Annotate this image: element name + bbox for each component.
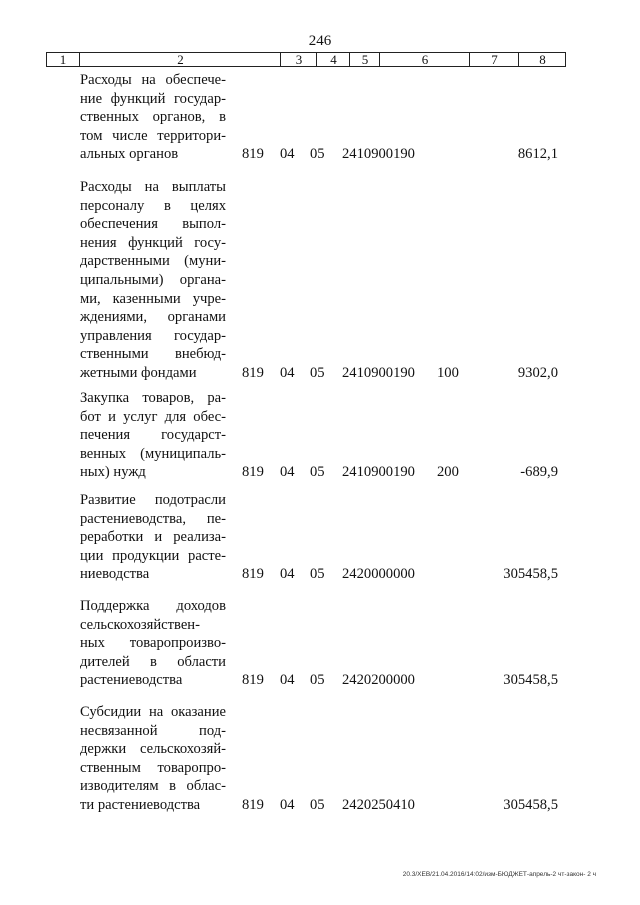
cell-col-5: 05: [310, 797, 325, 813]
cell-col-6: 2420000000: [342, 566, 415, 583]
cell-col-3: 819: [242, 146, 264, 163]
cell-col-8: -689,9: [520, 464, 558, 481]
header-col-3: 3: [280, 53, 317, 66]
description-line: обеспечения выпол-: [80, 216, 226, 233]
table-header: [46, 52, 566, 67]
description-line: персоналу в целях: [80, 197, 226, 214]
cell-col-6: 2410900190: [342, 146, 415, 163]
description-line: Расходы на выплаты: [80, 179, 226, 195]
description-line: ниеводства: [80, 566, 150, 583]
cell-col-4: 04: [280, 464, 295, 481]
description-line: управления государ-: [80, 327, 226, 344]
row-description: [80, 703, 226, 815]
description-line: ных товаропроизво-: [80, 635, 226, 652]
description-line: несвязанной под-: [80, 722, 226, 739]
description-line: нения функций госу-: [80, 234, 226, 251]
cell-col-5: 05: [310, 672, 325, 689]
description-line: ждениями, органами: [80, 309, 226, 326]
cell-col-8: 305458,5: [503, 797, 558, 813]
header-col-2: 2: [79, 53, 281, 66]
description-line: Развитие подотрасли: [80, 492, 226, 508]
header-col-8: 8: [518, 53, 566, 66]
description-line: Поддержка доходов: [80, 598, 226, 614]
row-description: [80, 389, 226, 482]
description-line: венных (муниципаль-: [80, 445, 226, 462]
cell-col-6: 2410900190: [342, 365, 415, 381]
page-number: 246: [308, 33, 332, 49]
description-line: ми, казенными учре-: [80, 290, 226, 307]
description-line: Субсидии на оказание: [80, 704, 226, 720]
row-description: [80, 71, 226, 164]
cell-col-4: 04: [280, 672, 295, 689]
description-line: альных органов: [80, 146, 179, 163]
cell-col-6: 2410900190: [342, 464, 415, 481]
header-col-5: 5: [349, 53, 380, 66]
cell-col-6: 2420200000: [342, 672, 415, 689]
cell-col-4: 04: [280, 146, 295, 163]
cell-col-3: 819: [242, 464, 264, 481]
description-line: растениеводства, пе-: [80, 510, 226, 527]
cell-col-3: 819: [242, 672, 264, 689]
cell-col-4: 04: [280, 566, 295, 583]
description-line: Расходы на обеспече-: [80, 72, 226, 88]
cell-col-8: 8612,1: [517, 146, 558, 163]
row-description: [80, 491, 226, 584]
description-line: ственных органов, в: [80, 109, 226, 126]
header-col-7: 7: [469, 53, 519, 66]
description-line: ственными внебюд-: [80, 346, 226, 363]
description-line: сельскохозяйствен-: [80, 616, 200, 633]
cell-col-4: 04: [280, 797, 295, 813]
cell-col-7: 100: [437, 365, 459, 381]
header-col-1: 1: [59, 52, 67, 67]
cell-col-3: 819: [242, 365, 264, 381]
cell-col-5: 05: [310, 566, 325, 583]
description-line: ние функций государ-: [80, 90, 226, 107]
cell-col-3: 819: [242, 797, 264, 813]
description-line: держки сельскохозяй-: [80, 741, 226, 758]
description-line: изводителям в облас-: [80, 778, 226, 795]
header-col-4: 4: [316, 53, 350, 66]
description-line: ных) нужд: [80, 464, 146, 481]
cell-col-8: 305458,5: [503, 566, 558, 583]
description-line: том числе территори-: [80, 127, 226, 144]
description-line: дарственными (муни-: [80, 253, 226, 270]
cell-col-6: 2420250410: [342, 797, 415, 813]
cell-col-8: 9302,0: [517, 365, 558, 381]
cell-col-5: 05: [310, 365, 325, 381]
description-line: растениеводства: [80, 672, 183, 689]
footer-code: 20.3/ХЕВ/21.04.2016/14:02/изм-БЮДЖЕТ-апрель-2 чт-закон- 2 ч: [402, 871, 596, 878]
description-line: ции продукции расте-: [80, 547, 226, 564]
description-line: Закупка товаров, ра-: [80, 390, 226, 406]
cell-col-4: 04: [280, 365, 295, 381]
cell-col-5: 05: [310, 464, 325, 481]
row-description: [80, 597, 226, 690]
cell-col-8: 305458,5: [503, 672, 558, 689]
cell-col-7: 200: [437, 464, 459, 481]
cell-col-3: 819: [242, 566, 264, 583]
description-line: реработки и реализа-: [80, 529, 226, 546]
description-line: дителей в области: [80, 653, 226, 670]
description-line: ципальными) органа-: [80, 271, 226, 288]
cell-col-5: 05: [310, 146, 325, 163]
description-line: ти растениеводства: [80, 796, 201, 813]
row-description: [80, 178, 226, 383]
description-line: жетными фондами: [80, 364, 197, 381]
header-col-6: 6: [379, 53, 470, 66]
description-line: бот и услуг для обес-: [80, 408, 226, 425]
description-line: ственным товаропро-: [80, 759, 226, 776]
description-line: печения государст-: [80, 427, 226, 444]
